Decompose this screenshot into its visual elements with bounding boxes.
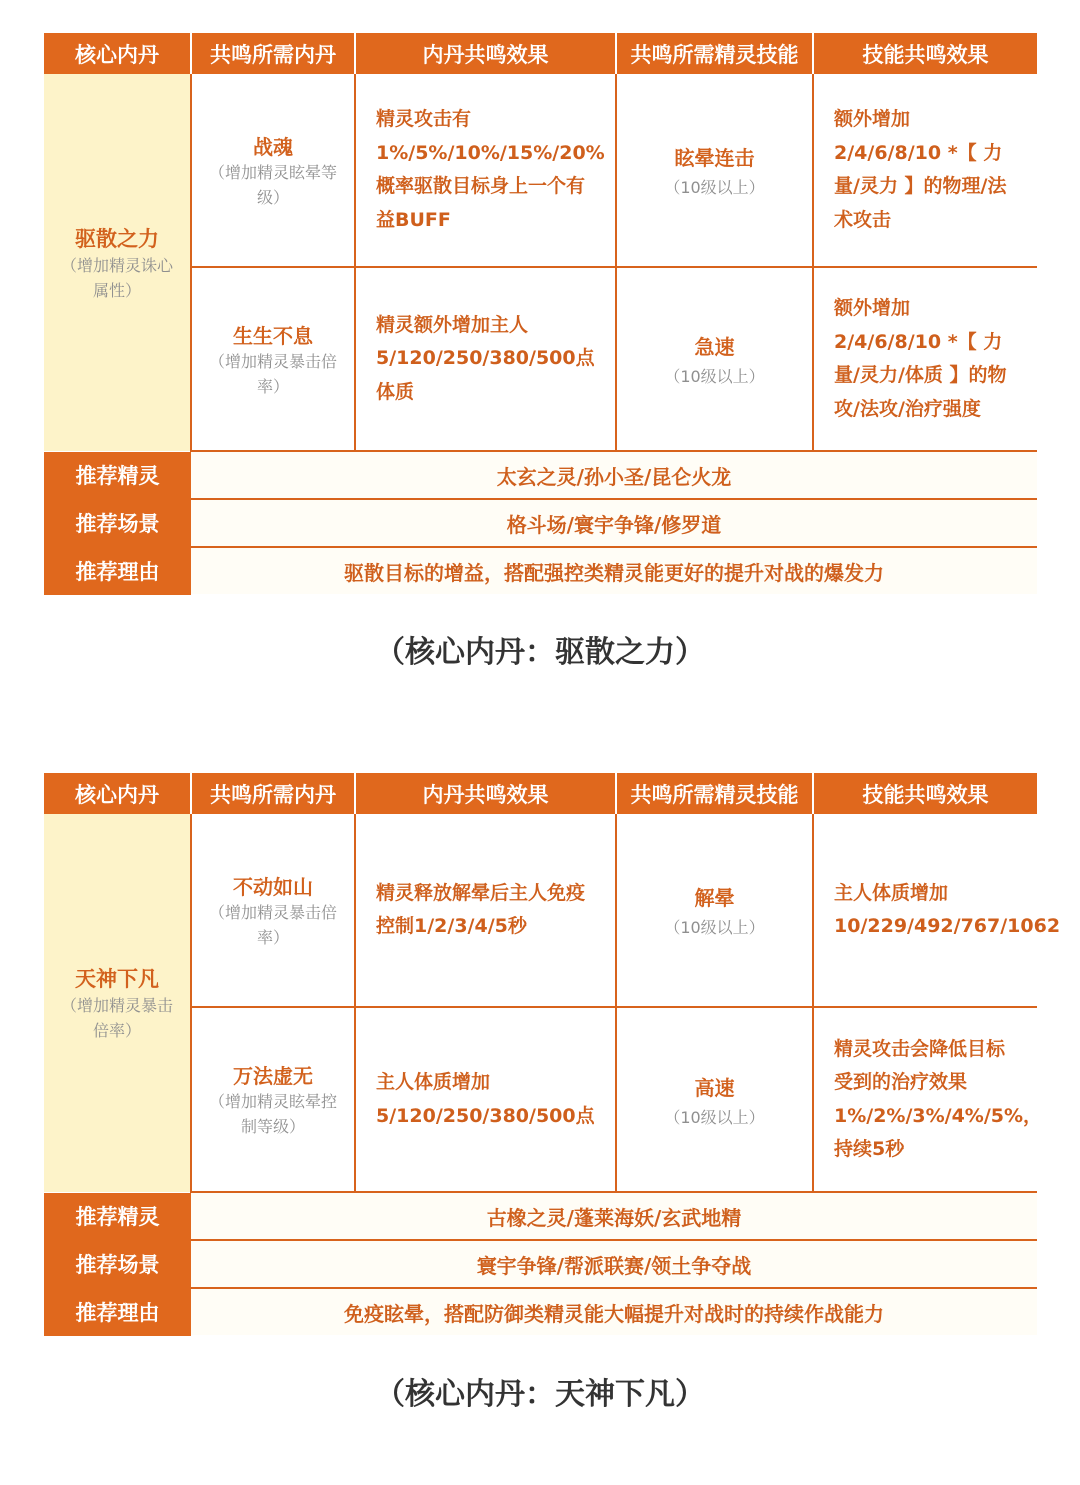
- recommend-row: [44, 1240, 1037, 1288]
- required-dan-note: （增加精灵眩晕控制等级）: [208, 1092, 337, 1136]
- skill-effect-cell: 精灵攻击会降低目标受到的治疗效果1%/2%/3%/4%/5%，持续5秒: [813, 1007, 1037, 1192]
- core-dan-note: （增加精灵诛心属性）: [60, 255, 173, 300]
- header-required-skill: 共鸣所需精灵技能: [616, 33, 813, 74]
- table-caption-2: （核心内丹：天神下凡）: [375, 1377, 705, 1412]
- recommend-value: 免疫眩晕，搭配防御类精灵能大幅提升对战时的持续作战能力: [191, 1288, 1037, 1335]
- recommend-row: [44, 1288, 1037, 1335]
- recommend-value: 格斗场/寰宇争锋/修罗道: [191, 499, 1037, 547]
- recommend-table-2: [44, 1193, 1037, 1336]
- header-dan-effect: 内丹共鸣效果: [355, 773, 616, 814]
- required-skill-name: 急速: [694, 335, 735, 359]
- dan-effect-cell: 精灵额外增加主人5/120/250/380/500点体质: [355, 267, 616, 451]
- required-skill-cell: [616, 74, 813, 267]
- inner-dan-table-1: [44, 33, 1037, 452]
- required-dan-name: 战魂: [253, 134, 293, 159]
- header-required-dan: 共鸣所需内丹: [191, 33, 355, 74]
- header-core-dan: 核心内丹: [44, 33, 191, 74]
- dan-effect-cell: 主人体质增加5/120/250/380/500点: [355, 1007, 616, 1192]
- inner-dan-table-2: [44, 773, 1061, 1193]
- core-dan-cell: [44, 74, 191, 451]
- core-dan-cell: [44, 814, 191, 1192]
- recommend-label: 推荐理由: [44, 547, 191, 594]
- table-caption-1: （核心内丹：驱散之力）: [375, 635, 705, 670]
- recommend-value: 古橡之灵/蓬莱海妖/玄武地精: [191, 1193, 1037, 1240]
- table-row: [44, 74, 1037, 267]
- recommend-label: 推荐理由: [44, 1288, 191, 1335]
- table-row: [44, 814, 1037, 1007]
- recommend-label: 推荐精灵: [44, 1193, 191, 1240]
- table-header-row: [44, 773, 1037, 814]
- header-skill-effect: 技能共鸣效果: [813, 33, 1037, 74]
- required-skill-name: 高速: [694, 1075, 735, 1100]
- required-dan-note: （增加精灵眩晕等级）: [208, 162, 337, 207]
- required-dan-cell: [191, 267, 355, 451]
- header-core-dan: 核心内丹: [44, 773, 191, 814]
- recommend-label: 推荐精灵: [44, 452, 191, 499]
- skill-effect-cell: 额外增加2/4/6/8/10 *【 力量/灵力 】的物理/法术攻击: [813, 74, 1037, 267]
- recommend-value: 驱散目标的增益，搭配强控类精灵能更好的提升对战的爆发力: [191, 547, 1037, 594]
- core-dan-name: 天神下凡: [75, 967, 159, 991]
- dan-effect-cell: 精灵攻击有1%/5%/10%/15%/20%概率驱散目标身上一个有益BUFF: [355, 74, 616, 267]
- required-dan-name: 万法虚无: [233, 1064, 313, 1088]
- required-dan-note: （增加精灵暴击倍率）: [208, 902, 337, 947]
- recommend-label: 推荐场景: [44, 499, 191, 547]
- required-skill-level: （10级以上）: [664, 178, 765, 197]
- required-dan-cell: [191, 1007, 355, 1192]
- required-dan-name: 生生不息: [233, 323, 313, 348]
- header-required-skill: 共鸣所需精灵技能: [616, 773, 813, 814]
- required-dan-note: （增加精灵暴击倍率）: [208, 351, 337, 396]
- required-skill-level: （10级以上）: [664, 367, 765, 386]
- required-skill-name: 眩晕连击: [674, 146, 755, 170]
- table-row: [44, 267, 1037, 451]
- table-block-2: [44, 773, 1061, 1336]
- required-skill-name: 解晕: [694, 886, 735, 910]
- table-row: [44, 1007, 1037, 1192]
- header-required-dan: 共鸣所需内丹: [191, 773, 355, 814]
- recommend-table-1: [44, 452, 1037, 595]
- required-skill-cell: [616, 1007, 813, 1192]
- recommend-row: [44, 499, 1037, 547]
- required-skill-level: （10级以上）: [664, 1107, 765, 1127]
- required-dan-name: 不动如山: [233, 874, 313, 899]
- recommend-value: 寰宇争锋/帮派联赛/领土争夺战: [191, 1240, 1037, 1288]
- table-block-1: [44, 33, 1037, 595]
- skill-effect-cell: 主人体质增加10/229/492/767/1062: [813, 814, 1037, 1007]
- recommend-label: 推荐场景: [44, 1240, 191, 1288]
- required-skill-cell: [616, 814, 813, 1007]
- skill-effect-cell: 额外增加2/4/6/8/10 *【 力量/灵力/体质 】的物攻/法攻/治疗强度: [813, 267, 1037, 451]
- recommend-row: [44, 547, 1037, 594]
- required-skill-level: （10级以上）: [664, 918, 765, 937]
- dan-effect-cell: 精灵释放解晕后主人免疫控制1/2/3/4/5秒: [355, 814, 616, 1007]
- recommend-row: [44, 1193, 1037, 1240]
- required-skill-cell: [616, 267, 813, 451]
- header-skill-effect: 技能共鸣效果: [813, 773, 1037, 814]
- header-dan-effect: 内丹共鸣效果: [355, 33, 616, 74]
- table-header-row: [44, 33, 1037, 74]
- recommend-value: 太玄之灵/孙小圣/昆仑火龙: [191, 452, 1037, 499]
- required-dan-cell: [191, 814, 355, 1007]
- required-dan-cell: [191, 74, 355, 267]
- core-dan-note: （增加精灵暴击倍率）: [60, 996, 173, 1040]
- core-dan-name: 驱散之力: [75, 226, 159, 251]
- recommend-row: [44, 452, 1037, 499]
